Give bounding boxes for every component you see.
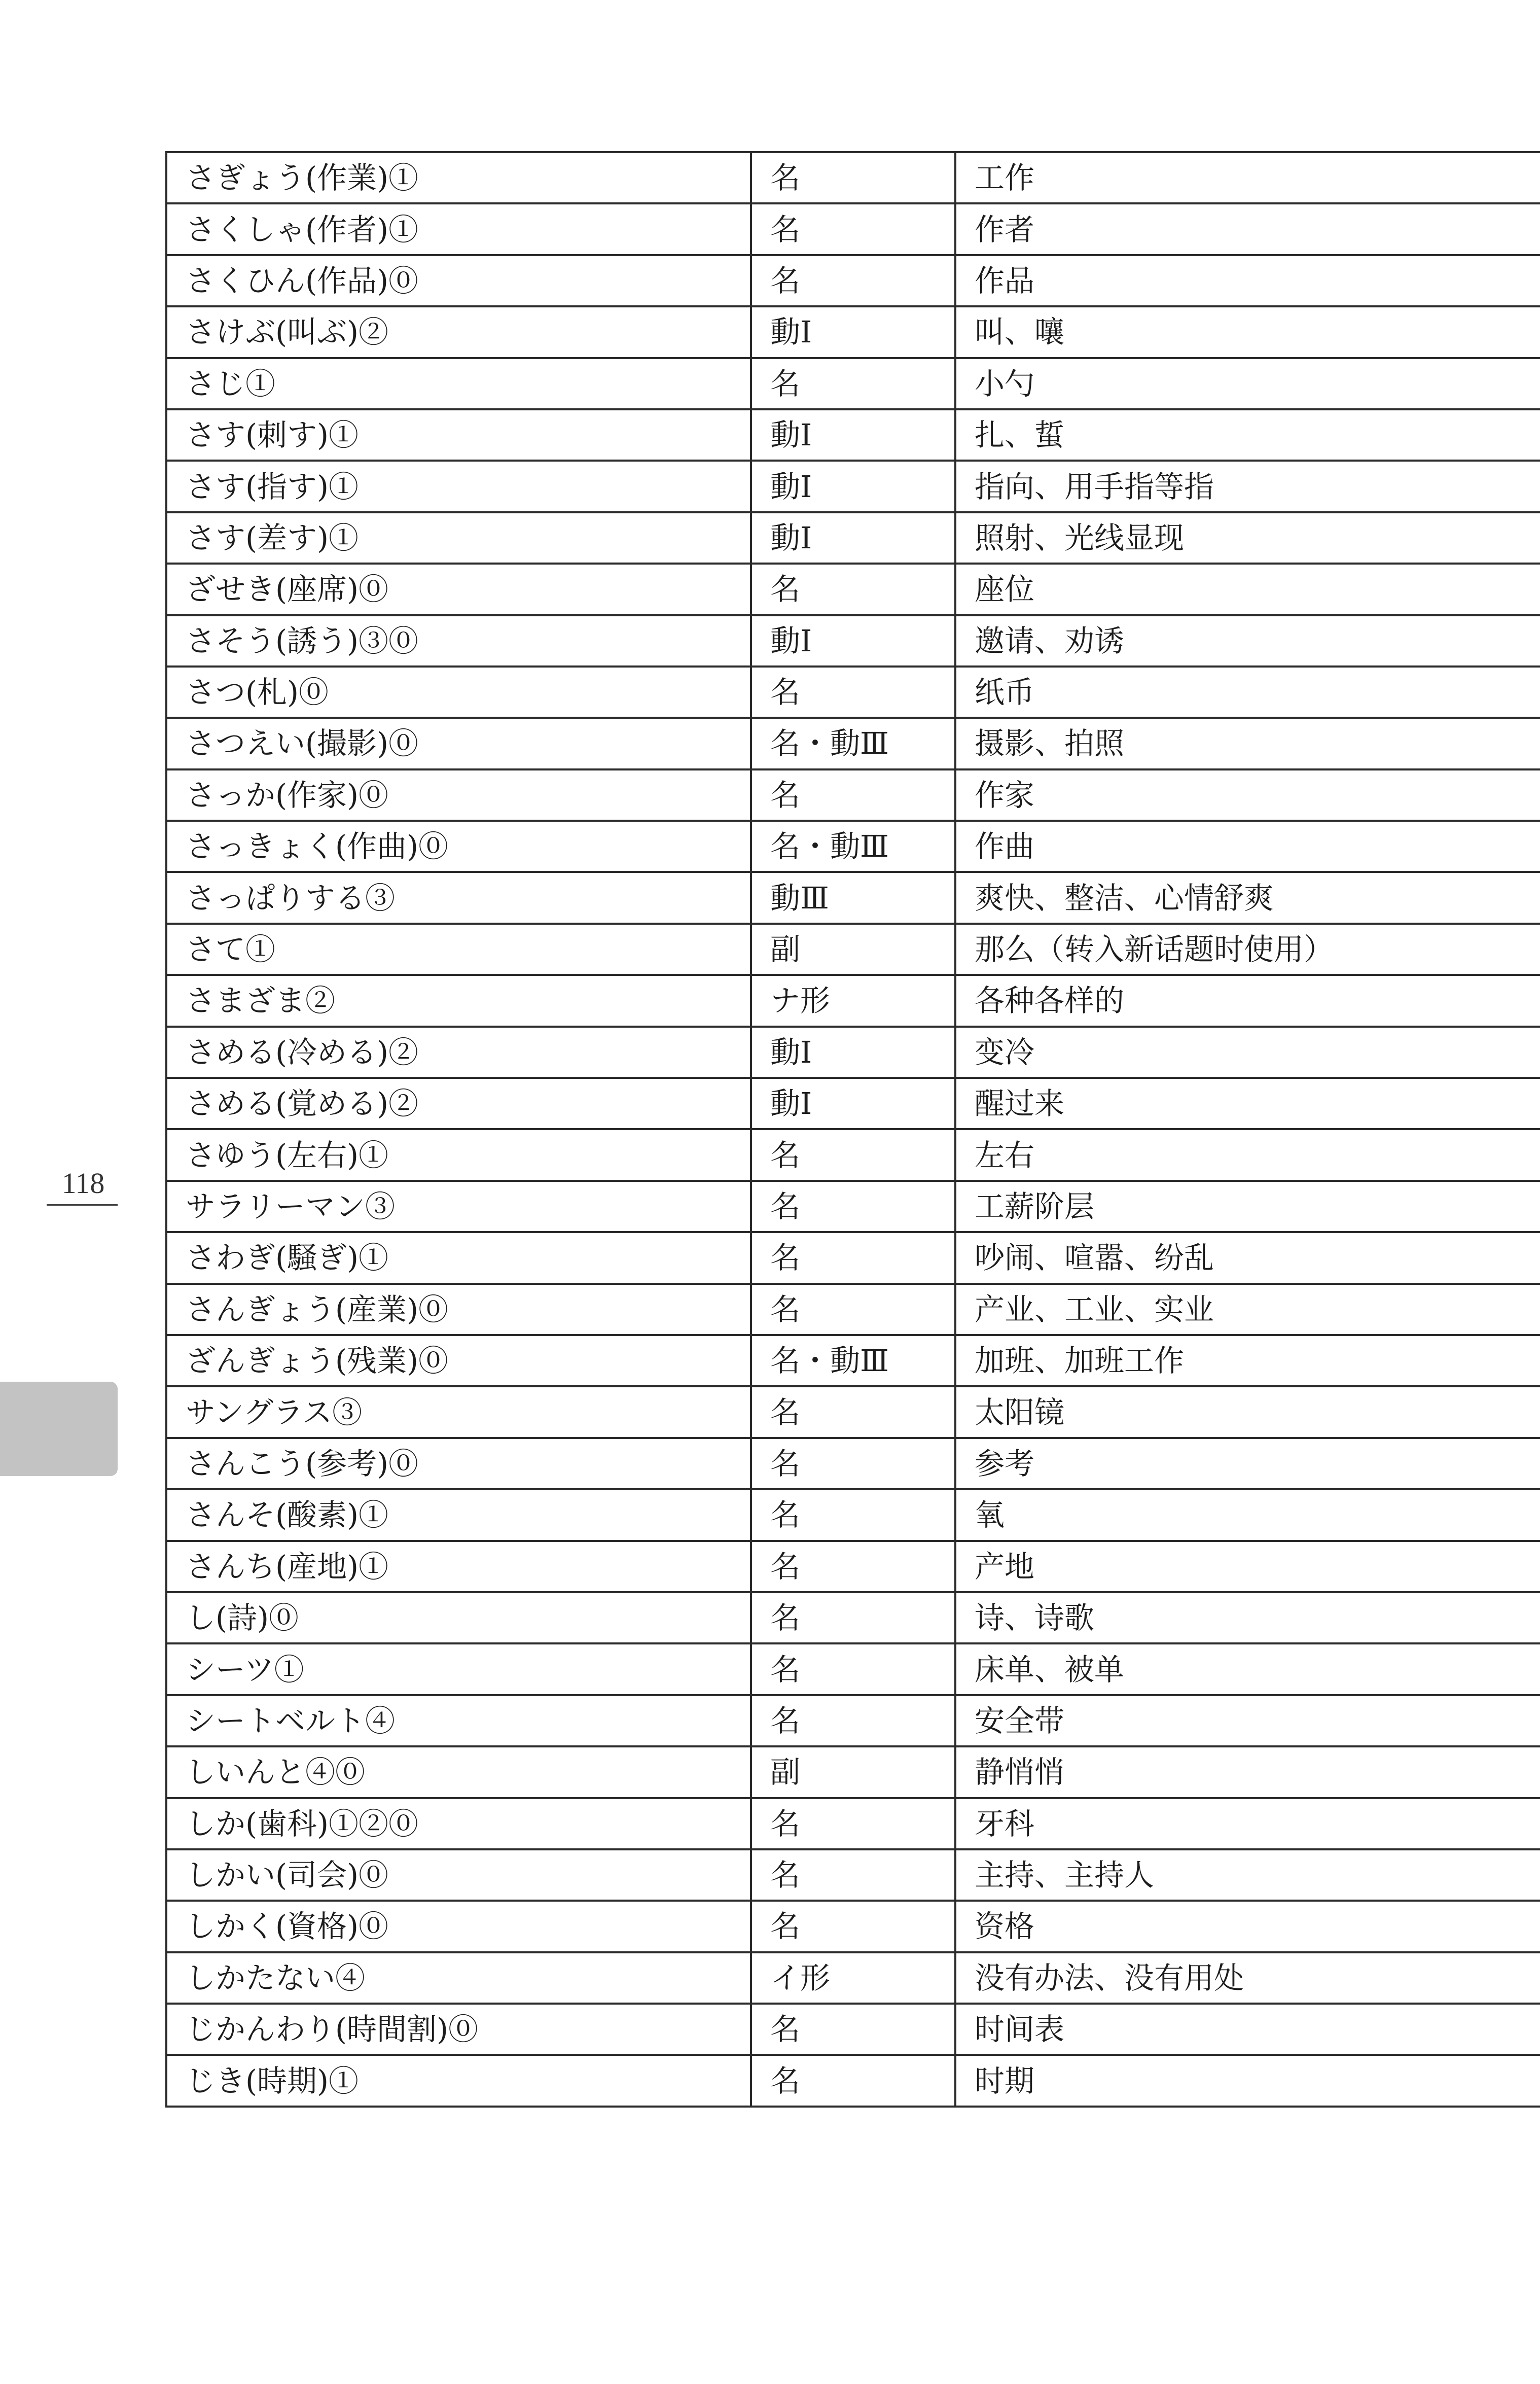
chinese-meaning: 太阳镜 (955, 1386, 1540, 1438)
part-of-speech: 名 (751, 1181, 955, 1232)
vocabulary-table (165, 151, 1540, 2108)
part-of-speech: 名 (751, 203, 955, 255)
chinese-meaning: 产业、工业、实业 (955, 1284, 1540, 1335)
table-row (166, 1181, 1540, 1232)
table-row (166, 769, 1540, 821)
chinese-meaning: 作家 (955, 769, 1540, 821)
chinese-meaning: 邀请、劝诱 (955, 615, 1540, 667)
part-of-speech: 名・動Ⅲ (751, 1335, 955, 1386)
vocab-word: ざんぎょう(残業)⓪ (166, 1335, 751, 1386)
table-row (166, 924, 1540, 975)
part-of-speech: 名 (751, 667, 955, 718)
vocab-word: しかく(資格)⓪ (166, 1901, 751, 1952)
chinese-meaning: 叫、嚷 (955, 306, 1540, 358)
chinese-meaning: 产地 (955, 1541, 1540, 1592)
vocab-word: しかたない④ (166, 1952, 751, 2004)
vocab-word: さて① (166, 924, 751, 975)
table-row (166, 1386, 1540, 1438)
vocab-word: さす(刺す)① (166, 409, 751, 461)
vocab-word: さつえい(撮影)⓪ (166, 718, 751, 769)
table-row (166, 667, 1540, 718)
part-of-speech: 名 (751, 1541, 955, 1592)
part-of-speech: 名 (751, 1386, 955, 1438)
part-of-speech: 動Ⅰ (751, 512, 955, 564)
chinese-meaning: 牙科 (955, 1798, 1540, 1849)
part-of-speech: 名 (751, 1284, 955, 1335)
table-row (166, 306, 1540, 358)
chinese-meaning: 吵闹、喧嚣、纷乱 (955, 1232, 1540, 1283)
part-of-speech: 名 (751, 1901, 955, 1952)
table-row (166, 1746, 1540, 1798)
chinese-meaning: 醒过来 (955, 1078, 1540, 1129)
table-row (166, 2004, 1540, 2055)
vocab-word: さっか(作家)⓪ (166, 769, 751, 821)
chinese-meaning: 时期 (955, 2055, 1540, 2106)
vocab-word: さまざま② (166, 975, 751, 1026)
chinese-meaning: 氧 (955, 1489, 1540, 1540)
chinese-meaning: 指向、用手指等指 (955, 461, 1540, 512)
chapter-side-tab (0, 1382, 118, 1476)
table-row (166, 1901, 1540, 1952)
vocab-word: さんこう(参考)⓪ (166, 1438, 751, 1489)
table-row (166, 1284, 1540, 1335)
chinese-meaning: 工作 (955, 152, 1540, 203)
part-of-speech: 動Ⅰ (751, 461, 955, 512)
vocab-word: しいんと④⓪ (166, 1746, 751, 1798)
chinese-meaning: 小勺 (955, 358, 1540, 409)
chinese-meaning: 摄影、拍照 (955, 718, 1540, 769)
table-row (166, 1643, 1540, 1695)
chinese-meaning: 各种各样的 (955, 975, 1540, 1026)
chinese-meaning: 安全带 (955, 1695, 1540, 1746)
part-of-speech: 名 (751, 769, 955, 821)
chinese-meaning: 作品 (955, 255, 1540, 306)
vocab-word: さくひん(作品)⓪ (166, 255, 751, 306)
table-row (166, 203, 1540, 255)
part-of-speech: 名・動Ⅲ (751, 821, 955, 872)
table-row (166, 872, 1540, 923)
part-of-speech: 名・動Ⅲ (751, 718, 955, 769)
chinese-meaning: 主持、主持人 (955, 1849, 1540, 1901)
vocab-word: さんそ(酸素)① (166, 1489, 751, 1540)
part-of-speech: 動Ⅰ (751, 1027, 955, 1078)
part-of-speech: 名 (751, 1695, 955, 1746)
part-of-speech: 名 (751, 2055, 955, 2106)
table-row (166, 152, 1540, 203)
chinese-meaning: 那么（转入新话题时使用） (955, 924, 1540, 975)
vocab-word: サングラス③ (166, 1386, 751, 1438)
part-of-speech: 名 (751, 255, 955, 306)
page-number-rule (47, 1204, 118, 1206)
part-of-speech: 動Ⅰ (751, 409, 955, 461)
table-row (166, 1592, 1540, 1643)
part-of-speech: 名 (751, 1129, 955, 1180)
vocab-word: さっきょく(作曲)⓪ (166, 821, 751, 872)
table-row (166, 1438, 1540, 1489)
part-of-speech: 副 (751, 924, 955, 975)
chinese-meaning: 爽快、整洁、心情舒爽 (955, 872, 1540, 923)
part-of-speech: 名 (751, 1643, 955, 1695)
table-row (166, 821, 1540, 872)
vocab-word: ざせき(座席)⓪ (166, 564, 751, 615)
vocab-word: さゆう(左右)① (166, 1129, 751, 1180)
chinese-meaning: 作者 (955, 203, 1540, 255)
part-of-speech: 名 (751, 564, 955, 615)
vocab-word: シーツ① (166, 1643, 751, 1695)
table-row (166, 2055, 1540, 2106)
vocab-word: さす(指す)① (166, 461, 751, 512)
vocab-word: さめる(覚める)② (166, 1078, 751, 1129)
vocab-word: し(詩)⓪ (166, 1592, 751, 1643)
table-row (166, 1129, 1540, 1180)
chinese-meaning: 扎、蜇 (955, 409, 1540, 461)
part-of-speech: 動Ⅰ (751, 1078, 955, 1129)
vocab-word: さくしゃ(作者)① (166, 203, 751, 255)
chinese-meaning: 座位 (955, 564, 1540, 615)
table-row (166, 512, 1540, 564)
chinese-meaning: 照射、光线显现 (955, 512, 1540, 564)
table-row (166, 1027, 1540, 1078)
vocab-word: じかんわり(時間割)⓪ (166, 2004, 751, 2055)
page-number: 118 (61, 1167, 105, 1200)
table-row (166, 1335, 1540, 1386)
part-of-speech: 名 (751, 1592, 955, 1643)
vocab-word: さわぎ(騒ぎ)① (166, 1232, 751, 1283)
vocab-word: しか(歯科)①②⓪ (166, 1798, 751, 1849)
vocab-word: さけぶ(叫ぶ)② (166, 306, 751, 358)
part-of-speech: 名 (751, 1438, 955, 1489)
table-row (166, 461, 1540, 512)
table-row (166, 564, 1540, 615)
vocab-word: じき(時期)① (166, 2055, 751, 2106)
vocab-word: さんぎょう(産業)⓪ (166, 1284, 751, 1335)
chinese-meaning: 资格 (955, 1901, 1540, 1952)
vocab-word: さっぱりする③ (166, 872, 751, 923)
part-of-speech: 名 (751, 1849, 955, 1901)
part-of-speech: 名 (751, 2004, 955, 2055)
chinese-meaning: 时间表 (955, 2004, 1540, 2055)
chinese-meaning: 作曲 (955, 821, 1540, 872)
chinese-meaning: 纸币 (955, 667, 1540, 718)
part-of-speech: 動Ⅲ (751, 872, 955, 923)
vocab-word: さつ(札)⓪ (166, 667, 751, 718)
part-of-speech: 名 (751, 1232, 955, 1283)
vocab-word: さぎょう(作業)① (166, 152, 751, 203)
table-row (166, 718, 1540, 769)
table-row (166, 1695, 1540, 1746)
table-row (166, 1078, 1540, 1129)
chinese-meaning: 变冷 (955, 1027, 1540, 1078)
vocab-word: さじ① (166, 358, 751, 409)
part-of-speech: イ形 (751, 1952, 955, 2004)
chinese-meaning: 诗、诗歌 (955, 1592, 1540, 1643)
vocab-word: さんち(産地)① (166, 1541, 751, 1592)
part-of-speech: 動Ⅰ (751, 306, 955, 358)
vocabulary-table-body (166, 152, 1540, 2107)
part-of-speech: ナ形 (751, 975, 955, 1026)
table-row (166, 1489, 1540, 1540)
vocab-word: サラリーマン③ (166, 1181, 751, 1232)
chinese-meaning: 左右 (955, 1129, 1540, 1180)
table-row (166, 409, 1540, 461)
chinese-meaning: 没有办法、没有用处 (955, 1952, 1540, 2004)
part-of-speech: 副 (751, 1746, 955, 1798)
part-of-speech: 名 (751, 358, 955, 409)
table-row (166, 1952, 1540, 2004)
part-of-speech: 名 (751, 1798, 955, 1849)
table-row (166, 615, 1540, 667)
chinese-meaning: 工薪阶层 (955, 1181, 1540, 1232)
table-row (166, 975, 1540, 1026)
vocab-word: しかい(司会)⓪ (166, 1849, 751, 1901)
table-row (166, 1798, 1540, 1849)
table-row (166, 255, 1540, 306)
vocab-word: さそう(誘う)③⓪ (166, 615, 751, 667)
chinese-meaning: 床单、被单 (955, 1643, 1540, 1695)
vocab-word: さす(差す)① (166, 512, 751, 564)
vocab-word: さめる(冷める)② (166, 1027, 751, 1078)
chinese-meaning: 参考 (955, 1438, 1540, 1489)
table-row (166, 1541, 1540, 1592)
table-row (166, 358, 1540, 409)
part-of-speech: 名 (751, 1489, 955, 1540)
table-row (166, 1232, 1540, 1283)
table-row (166, 1849, 1540, 1901)
chinese-meaning: 加班、加班工作 (955, 1335, 1540, 1386)
part-of-speech: 名 (751, 152, 955, 203)
vocab-word: シートベルト④ (166, 1695, 751, 1746)
chinese-meaning: 静悄悄 (955, 1746, 1540, 1798)
part-of-speech: 動Ⅰ (751, 615, 955, 667)
